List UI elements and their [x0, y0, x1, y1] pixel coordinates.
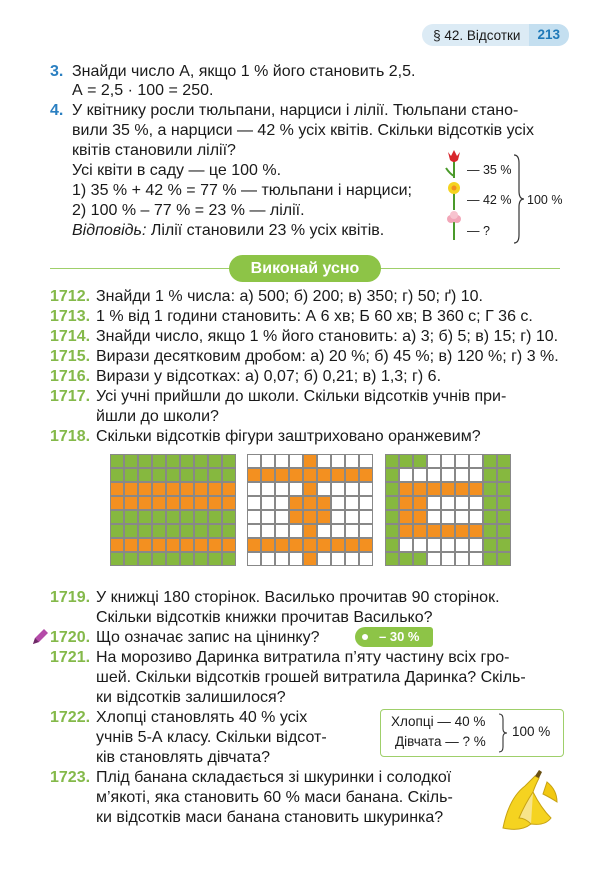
problem-1722-line-1: Хлопці становлять 40 % усіх [96, 709, 308, 726]
grid-cell [110, 454, 124, 468]
grid-cell [194, 468, 208, 482]
problem-1712-number: 1712. [50, 288, 91, 305]
grid-cell [110, 538, 124, 552]
grid-cell [359, 482, 373, 496]
grid-cell [110, 496, 124, 510]
grid-cell [331, 538, 345, 552]
grid-cell [275, 468, 289, 482]
grid-cell [497, 496, 511, 510]
problem-1722-line-3: ків становлять дівчата? [96, 749, 271, 766]
problem-1717-line-2: йшли до школи? [96, 408, 219, 425]
problem-1720-text: Що означає запис на цінинку? [96, 629, 320, 646]
grid-cell [180, 468, 194, 482]
grid-cell [385, 538, 399, 552]
grid-cell [208, 552, 222, 566]
grid-cell [194, 482, 208, 496]
total-percent: 100 % [527, 193, 563, 207]
grid-cell [359, 454, 373, 468]
grid-cell [275, 482, 289, 496]
problem-1713-text: 1 % від 1 години становить: А 6 хв; Б 60 хв; В 360 с; Г 36 с. [96, 308, 533, 325]
grid-cell [138, 482, 152, 496]
grid-cell [345, 468, 359, 482]
grid-cell [345, 454, 359, 468]
grid-cell [303, 538, 317, 552]
grid-cell [138, 524, 152, 538]
grid-cell [166, 454, 180, 468]
box-total: 100 % [512, 724, 551, 739]
grid-cell [275, 538, 289, 552]
grid-cell [261, 468, 275, 482]
tulip-percent: — 35 % [467, 163, 512, 177]
example-4-answer [72, 221, 384, 241]
problem-1715-text: Вирази десятковим дробом: а) 20 %; б) 45 %; в) 120 %; г) 3 %. [96, 348, 559, 365]
grid-cell [399, 510, 413, 524]
grid-cell [497, 454, 511, 468]
grid-cell [427, 482, 441, 496]
grid-cell [483, 538, 497, 552]
grid-figure-3 [385, 454, 511, 566]
grid-cell [413, 482, 427, 496]
grid-cell [166, 482, 180, 496]
grid-cell [455, 482, 469, 496]
grid-cell [345, 510, 359, 524]
grid-cell [413, 552, 427, 566]
grid-cell [331, 454, 345, 468]
grid-cell [399, 552, 413, 566]
grid-cell [247, 454, 261, 468]
grid-cell [359, 468, 373, 482]
grid-cell [497, 538, 511, 552]
grid-cell [222, 524, 236, 538]
grid-cell [441, 538, 455, 552]
grid-cell [166, 510, 180, 524]
page-header [422, 24, 569, 46]
grid-cell [317, 482, 331, 496]
grid-cell [194, 538, 208, 552]
grid-cell [222, 454, 236, 468]
grid-cell [138, 552, 152, 566]
grid-cell [455, 496, 469, 510]
problem-1721-line-2: шей. Скільки відсотків грошей витратила Даринка? Скіль- [96, 669, 526, 686]
example-3-line-1: Знайди число А, якщо 1 % його становить 2,5. [72, 63, 416, 80]
grid-cell [303, 524, 317, 538]
grid-cell [469, 496, 483, 510]
grid-cell [413, 510, 427, 524]
grid-cell [497, 468, 511, 482]
grid-cell [303, 552, 317, 566]
flowers-illustration [440, 148, 470, 244]
grid-cell [124, 468, 138, 482]
grid-cell [152, 524, 166, 538]
grid-cell [399, 524, 413, 538]
grid-cell [385, 552, 399, 566]
grid-cell [345, 524, 359, 538]
grid-cell [110, 468, 124, 482]
grid-cell [469, 552, 483, 566]
grid-cell [331, 482, 345, 496]
problem-1712-text: Знайди 1 % числа: а) 500; б) 200; в) 350; г) 50; ґ) 10. [96, 288, 483, 305]
grid-cell [180, 524, 194, 538]
grid-cell [138, 468, 152, 482]
grid-cell [441, 510, 455, 524]
grid-cell [303, 496, 317, 510]
grid-cell [359, 552, 373, 566]
grid-cell [222, 496, 236, 510]
grid-cell [261, 482, 275, 496]
problem-1714-text: Знайди число, якщо 1 % його становить: а) 3; б) 5; в) 15; г) 10. [96, 328, 559, 345]
grid-cell [110, 552, 124, 566]
grid-cell [194, 454, 208, 468]
grid-cell [427, 496, 441, 510]
grid-cell [110, 524, 124, 538]
problem-1721-line-1: На морозиво Даринка витратила п’яту частину всіх гро- [96, 649, 510, 666]
grid-cell [385, 482, 399, 496]
grid-cell [303, 468, 317, 482]
problem-1719-line-2: Скільки відсотків книжки прочитав Василько? [96, 609, 433, 626]
grid-cell [110, 482, 124, 496]
grid-cell [427, 510, 441, 524]
grid-figure-2 [247, 454, 373, 566]
page-number: 213 [529, 24, 569, 46]
grid-cell [359, 510, 373, 524]
grid-cell [124, 496, 138, 510]
grid-cell [166, 524, 180, 538]
example-4-number: 4. [50, 102, 64, 119]
grid-cell [208, 538, 222, 552]
grid-cell [303, 454, 317, 468]
grid-cell [152, 538, 166, 552]
grid-cell [385, 510, 399, 524]
boys-percent: Хлопці — 40 % [391, 714, 486, 729]
answer-label: Відповідь: [72, 222, 147, 239]
grid-cell [166, 496, 180, 510]
grid-cell [427, 538, 441, 552]
grid-cell [317, 496, 331, 510]
grid-cell [247, 538, 261, 552]
grid-cell [152, 510, 166, 524]
grid-cell [455, 468, 469, 482]
grid-cell [317, 524, 331, 538]
grid-cell [275, 524, 289, 538]
example-4-line-2: вили 35 %, а нарциси — 42 % усіх квітів. Скільки відсотків усіх [72, 122, 534, 139]
problem-1722-number: 1722. [50, 709, 91, 726]
grid-cell [413, 524, 427, 538]
grid-cell [180, 538, 194, 552]
grid-cell [483, 454, 497, 468]
grid-cell [275, 552, 289, 566]
problem-1718-number: 1718. [50, 428, 91, 445]
grid-cell [455, 454, 469, 468]
grid-cell [180, 496, 194, 510]
girls-percent: Дівчата — ? % [395, 734, 486, 749]
grid-cell [385, 454, 399, 468]
grid-figure-1 [110, 454, 236, 566]
grid-cell [289, 524, 303, 538]
grid-cell [152, 552, 166, 566]
example-4-line-4: Усі квіти в саду — це 100 %. [72, 162, 282, 179]
grid-cell [180, 552, 194, 566]
grid-cell [497, 552, 511, 566]
grid-cell [331, 524, 345, 538]
grid-cell [469, 538, 483, 552]
grid-cell [455, 552, 469, 566]
grid-cell [399, 454, 413, 468]
grid-cell [152, 454, 166, 468]
grid-cell [261, 524, 275, 538]
example-3-number: 3. [50, 63, 64, 80]
problem-1721-line-3: ки відсотків залишилося? [96, 689, 286, 706]
grid-cell [208, 496, 222, 510]
grid-cell [469, 524, 483, 538]
grid-cell [427, 552, 441, 566]
grid-cell [208, 454, 222, 468]
grid-cell [359, 524, 373, 538]
grid-cell [441, 468, 455, 482]
grid-cell [345, 496, 359, 510]
grid-cell [275, 496, 289, 510]
grid-cell [208, 482, 222, 496]
grid-cell [289, 538, 303, 552]
problem-1723-number: 1723. [50, 769, 91, 786]
problem-1717-number: 1717. [50, 388, 91, 405]
grid-cell [331, 496, 345, 510]
grid-cell [303, 510, 317, 524]
tag-hole-icon [362, 634, 368, 640]
problem-1720-number: 1720. [50, 629, 91, 646]
grid-cell [124, 538, 138, 552]
grid-cell [483, 468, 497, 482]
grid-cell [385, 468, 399, 482]
grid-cell [317, 552, 331, 566]
grid-cell [222, 552, 236, 566]
grid-cell [275, 454, 289, 468]
problem-1715-number: 1715. [50, 348, 91, 365]
grid-cell [359, 496, 373, 510]
grid-cell [399, 496, 413, 510]
grid-cell [331, 552, 345, 566]
grid-cell [124, 524, 138, 538]
box-brace-icon [497, 713, 509, 753]
grid-cell [441, 482, 455, 496]
problem-1722-line-2: учнів 5-А класу. Скільки відсот- [96, 729, 327, 746]
grid-cell [289, 482, 303, 496]
grid-cell [138, 510, 152, 524]
grid-cell [385, 524, 399, 538]
grid-cell [261, 496, 275, 510]
grid-cell [413, 468, 427, 482]
boys-girls-box [380, 709, 564, 757]
grid-cell [427, 524, 441, 538]
grid-cell [345, 482, 359, 496]
problem-1714-number: 1714. [50, 328, 91, 345]
grid-cell [399, 468, 413, 482]
problem-1719-line-1: У книжці 180 сторінок. Василько прочитав 90 сторінок. [96, 589, 500, 606]
problem-1719-number: 1719. [50, 589, 91, 606]
grid-cell [483, 524, 497, 538]
grid-cell [303, 482, 317, 496]
grid-cell [166, 538, 180, 552]
problem-1713-number: 1713. [50, 308, 91, 325]
example-4-line-3: квітів становили лілії? [72, 142, 236, 159]
grid-cell [385, 496, 399, 510]
grid-cell [180, 510, 194, 524]
grid-cell [483, 552, 497, 566]
grid-cell [483, 510, 497, 524]
grid-cell [222, 510, 236, 524]
grid-cell [124, 552, 138, 566]
problem-1723-line-1: Плід банана складається зі шкуринки і солодкої [96, 769, 452, 786]
grid-cell [427, 468, 441, 482]
grid-cell [194, 496, 208, 510]
example-4-line-1: У квітнику росли тюльпани, нарциси і лілії. Тюльпани стано- [72, 102, 519, 119]
grid-cell [441, 496, 455, 510]
grid-cell [441, 524, 455, 538]
grid-cell [247, 468, 261, 482]
grid-cell [138, 454, 152, 468]
grid-cell [222, 538, 236, 552]
grid-cell [317, 510, 331, 524]
grid-cell [180, 454, 194, 468]
grid-cell [289, 510, 303, 524]
answer-text: Лілії становили 23 % усіх квітів. [146, 222, 385, 239]
grid-cell [152, 468, 166, 482]
grid-cell [317, 468, 331, 482]
grid-cell [208, 524, 222, 538]
grid-cell [427, 454, 441, 468]
grid-cell [413, 496, 427, 510]
grid-cell [317, 454, 331, 468]
grid-cell [497, 510, 511, 524]
problem-1723-line-2: м’якоті, яка становить 60 % маси банана. Скіль- [96, 789, 453, 806]
grid-cell [222, 482, 236, 496]
banana-icon [495, 768, 565, 834]
section-title: § 42. Відсотки [433, 27, 521, 43]
price-tag-text: – 30 % [379, 629, 420, 644]
problem-1718-text: Скільки відсотків фігури заштриховано оранжевим? [96, 428, 481, 445]
oral-section-title: Виконай усно [229, 255, 381, 282]
grid-cell [124, 454, 138, 468]
grid-cell [247, 510, 261, 524]
price-tag [355, 627, 433, 647]
lily-percent: — ? [467, 224, 490, 238]
grid-cell [331, 510, 345, 524]
grid-cell [331, 468, 345, 482]
narcissus-percent: — 42 % [467, 193, 512, 207]
example-4-line-5: 1) 35 % + 42 % = 77 % — тюльпани і нарциси; [72, 182, 412, 199]
example-4-line-6: 2) 100 % – 77 % = 23 % — лілії. [72, 202, 305, 219]
grid-cell [359, 538, 373, 552]
grid-cell [399, 538, 413, 552]
grid-cell [208, 510, 222, 524]
grid-cell [483, 496, 497, 510]
grid-cell [124, 482, 138, 496]
grid-cell [166, 468, 180, 482]
grid-cell [469, 482, 483, 496]
lily-icon [447, 211, 461, 240]
problem-1716-text: Вирази у відсотках: а) 0,07; б) 0,21; в) 1,3; г) 6. [96, 368, 442, 385]
grid-cell [261, 552, 275, 566]
grid-cell [441, 552, 455, 566]
grid-cell [345, 552, 359, 566]
grid-cell [247, 552, 261, 566]
grid-cell [138, 538, 152, 552]
grid-cell [247, 524, 261, 538]
grid-cell [289, 552, 303, 566]
grid-cell [469, 510, 483, 524]
grid-cell [289, 454, 303, 468]
grid-cell [247, 482, 261, 496]
grid-cell [455, 524, 469, 538]
grid-cell [455, 510, 469, 524]
grid-cell [289, 496, 303, 510]
curly-brace-icon [512, 153, 526, 245]
grid-cell [413, 454, 427, 468]
grid-cell [441, 454, 455, 468]
problem-1716-number: 1716. [50, 368, 91, 385]
grid-cell [166, 552, 180, 566]
grid-cell [413, 538, 427, 552]
grid-cell [275, 510, 289, 524]
problem-1717-line-1: Усі учні прийшли до школи. Скільки відсотків учнів при- [96, 388, 507, 405]
grid-cell [261, 510, 275, 524]
grid-cell [469, 468, 483, 482]
grid-cell [138, 496, 152, 510]
grid-cell [194, 552, 208, 566]
grid-cell [208, 468, 222, 482]
problem-1723-line-3: ки відсотків маси банана становить шкуринка? [96, 809, 444, 826]
grid-cell [152, 482, 166, 496]
tulip-icon [446, 150, 460, 178]
grid-cell [317, 538, 331, 552]
grid-cell [497, 482, 511, 496]
grid-cell [152, 496, 166, 510]
pencil-icon [30, 627, 50, 647]
grid-cell [483, 482, 497, 496]
grid-cell [399, 482, 413, 496]
grid-cell [110, 510, 124, 524]
grid-cell [261, 538, 275, 552]
grid-cell [180, 482, 194, 496]
grid-cell [497, 524, 511, 538]
grid-cell [222, 468, 236, 482]
grid-cell [455, 538, 469, 552]
grid-cell [194, 510, 208, 524]
example-3-line-2: А = 2,5 · 100 = 250. [72, 82, 214, 99]
grid-cell [194, 524, 208, 538]
grid-cell [247, 496, 261, 510]
grid-cell [289, 468, 303, 482]
narcissus-icon [448, 182, 460, 210]
problem-1721-number: 1721. [50, 649, 91, 666]
grid-cell [469, 454, 483, 468]
grid-cell [261, 454, 275, 468]
grid-cell [345, 538, 359, 552]
grid-cell [124, 510, 138, 524]
